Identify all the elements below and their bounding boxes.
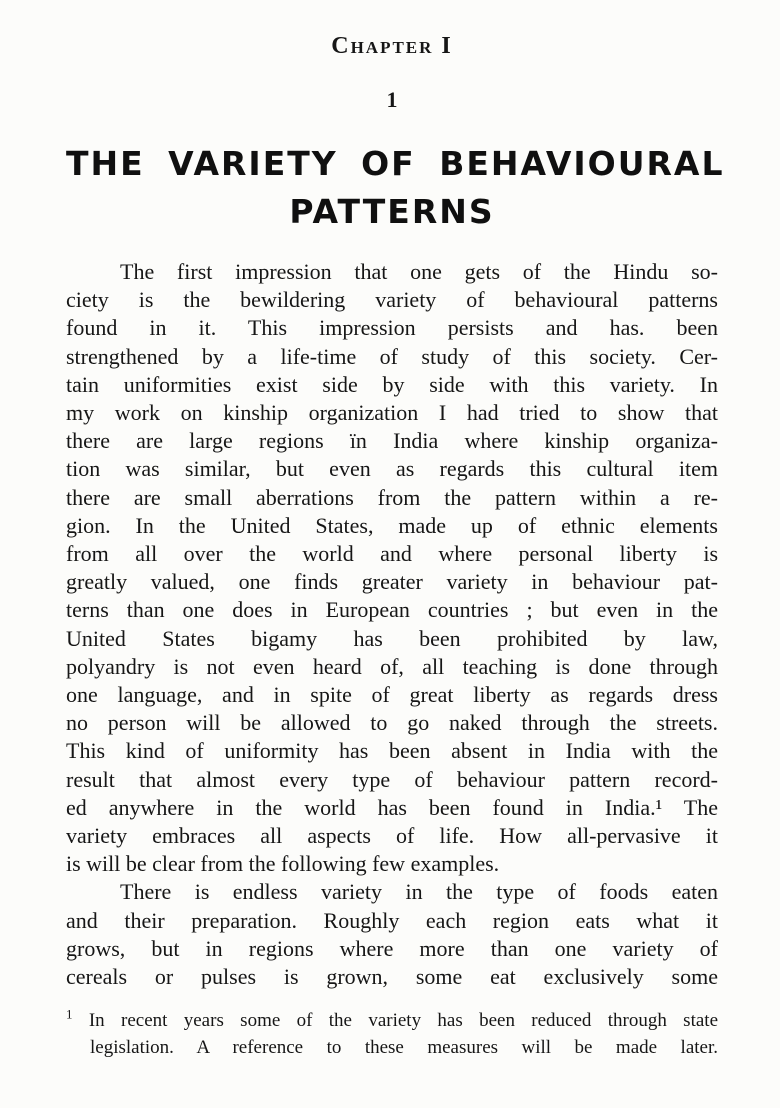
text-line: cereals or pulses is grown, some eat exclusively some xyxy=(66,964,718,990)
text-line: there are small aberrations from the pattern within a re- xyxy=(66,484,718,510)
text-line: result that almost every type of behaviour pattern record- xyxy=(66,766,718,792)
text-line: tain uniformities exist side by side with this variety. In xyxy=(66,371,718,397)
text-line: ciety is the bewildering variety of behavioural patterns xyxy=(66,287,718,313)
text-line: ed anywhere in the world has been found in India.¹ The xyxy=(66,794,718,820)
text-line: gion. In the United States, made up of ethnic elements xyxy=(66,512,718,538)
text-line: from all over the world and where personal liberty is xyxy=(66,541,718,567)
footnote xyxy=(66,1007,718,1061)
paragraph-2 xyxy=(66,878,718,991)
text-line: my work on kinship organization I had tried to show that xyxy=(66,400,718,426)
footnote-marker: 1 xyxy=(66,1006,73,1022)
paragraph-1 xyxy=(66,258,718,878)
text-line: one language, and in spite of great liberty as regards dress xyxy=(66,682,718,708)
text-line: strengthened by a life-time of study of this society. Cer- xyxy=(66,343,718,369)
text-line: There is endless variety in the type of foods eaten xyxy=(120,879,718,905)
page-number: 1 xyxy=(386,87,398,112)
text-line: This kind of uniformity has been absent in India with the xyxy=(66,738,718,764)
text-line: The first impression that one gets of the Hindu so- xyxy=(120,259,718,284)
text-line: there are large regions ïn India where kinship organiza- xyxy=(66,428,718,454)
chapter-title-line-2: PATTERNS xyxy=(289,192,495,231)
chapter-title xyxy=(66,140,725,236)
text-line: and their preparation. Roughly each region eats what it xyxy=(66,907,718,933)
text-line: variety embraces all aspects of life. How all-pervasive it xyxy=(66,823,718,849)
text-line: United States bigamy has been prohibited by law, xyxy=(66,625,718,651)
footnote-line: legislation. A reference to these measures will be made later. xyxy=(90,1037,718,1059)
text-line: grows, but in regions where more than one variety of xyxy=(66,935,718,961)
text-line: found in it. This impression persists and has. been xyxy=(66,315,718,341)
text-line: terns than one does in European countries ; but even in the xyxy=(66,597,718,623)
footnote-line xyxy=(66,1007,718,1034)
text-line: no person will be allowed to go naked through the streets. xyxy=(66,710,718,736)
footnote-text: In recent years some of the variety has been reduced through state xyxy=(88,1010,718,1032)
body-text xyxy=(66,258,718,991)
chapter-title-line-1: THE VARIETY OF BEHAVIOURAL xyxy=(66,144,725,183)
text-line: greatly valued, one finds greater variety in behaviour pat- xyxy=(66,569,718,595)
text-line: polyandry is not even heard of, all teaching is done through xyxy=(66,653,718,679)
chapter-heading: Chapter I xyxy=(331,33,453,59)
text-line: tion was similar, but even as regards this cultural item xyxy=(66,456,718,482)
text-line: is will be clear from the following few examples. xyxy=(66,851,500,877)
